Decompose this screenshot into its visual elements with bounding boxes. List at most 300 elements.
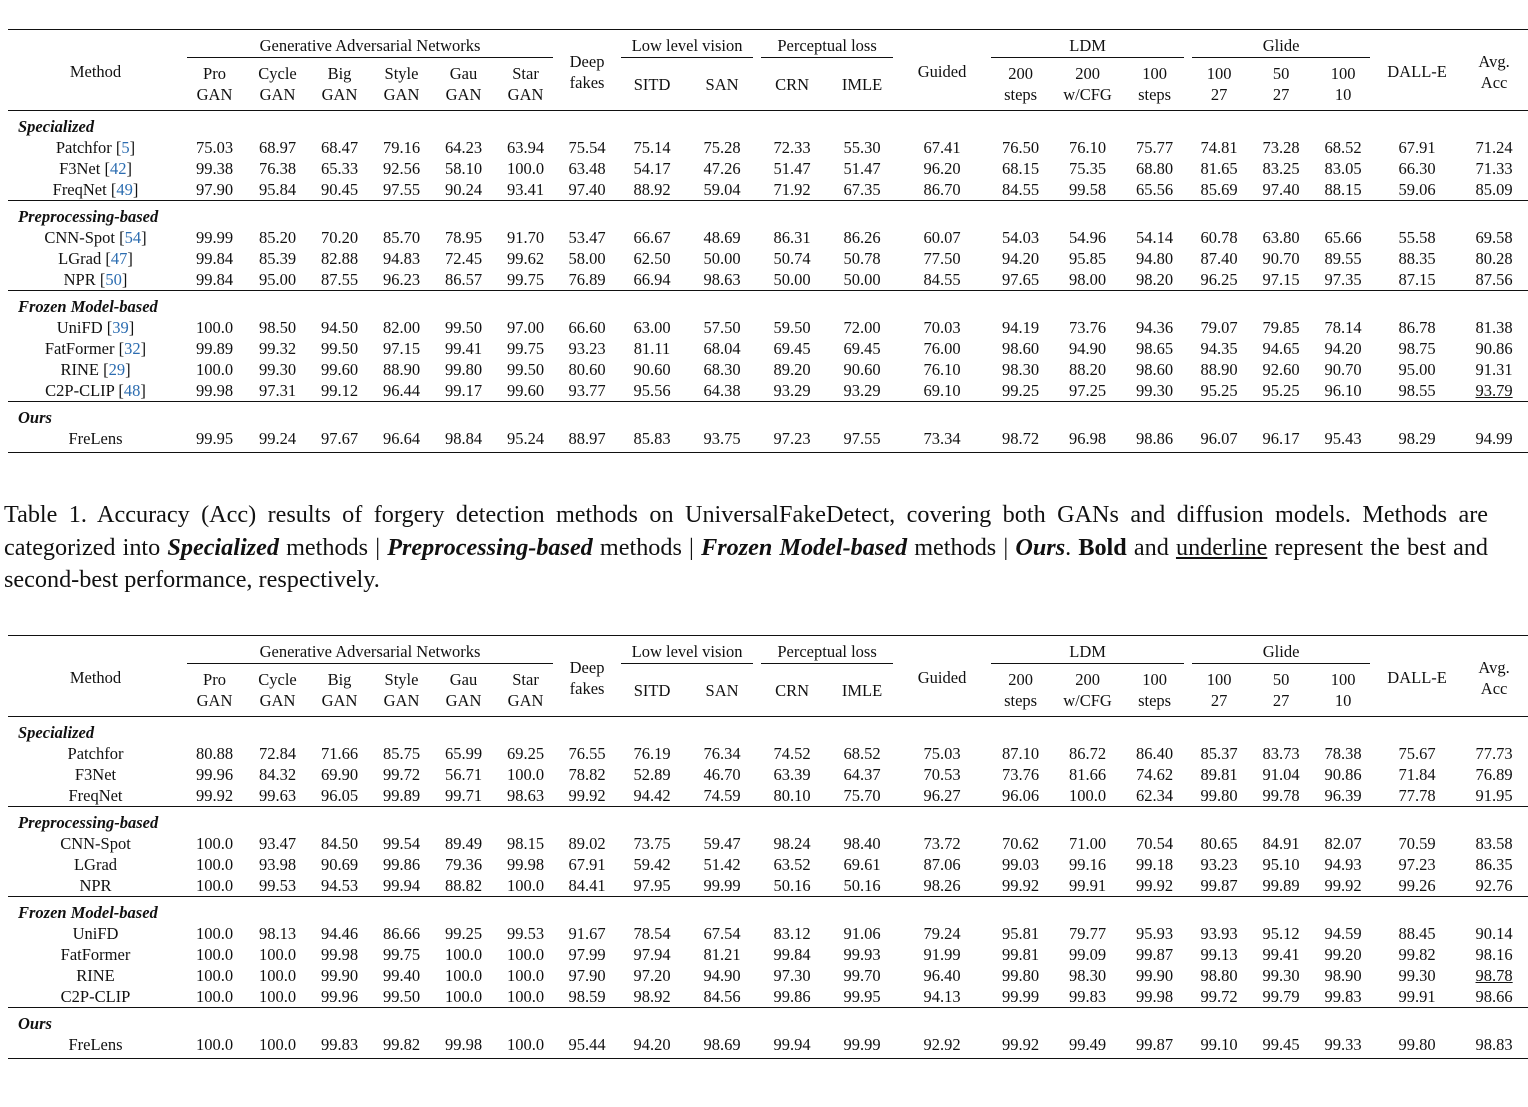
value-cell: 99.60 xyxy=(506,381,545,400)
col-header-text: 100 xyxy=(1330,64,1356,83)
value-cell: 97.40 xyxy=(568,180,606,199)
value-cell: 99.58 xyxy=(1069,180,1107,199)
value-cell: 94.19 xyxy=(1002,318,1040,337)
caption-bold-word: Bold xyxy=(1078,533,1127,561)
value-cell: 94.20 xyxy=(617,1034,687,1059)
citation-link[interactable]: 54 xyxy=(124,228,142,247)
col-header-text: SAN xyxy=(705,74,739,94)
avg-acc-cell: 77.73 xyxy=(1475,744,1513,763)
col-header xyxy=(1188,58,1250,111)
value-cell: 98.50 xyxy=(258,318,297,337)
table-row xyxy=(8,317,1528,338)
col-header xyxy=(827,58,897,111)
value-cell: 76.89 xyxy=(568,270,606,289)
value-cell: 100.0 xyxy=(195,987,234,1006)
value-cell: 84.91 xyxy=(1262,834,1300,853)
value-cell: 88.35 xyxy=(1398,249,1436,268)
value-cell: 99.38 xyxy=(195,159,234,178)
value-cell: 68.04 xyxy=(703,339,741,358)
value-cell: 99.41 xyxy=(444,339,483,358)
value-cell: 97.23 xyxy=(757,428,827,453)
value-cell: 95.56 xyxy=(633,381,671,400)
value-cell: 90.70 xyxy=(1324,360,1362,379)
value-cell: 88.45 xyxy=(1398,924,1436,943)
value-cell: 72.84 xyxy=(258,744,297,763)
method-name xyxy=(8,1034,183,1059)
citation-link[interactable]: 42 xyxy=(109,159,127,178)
value-cell: 65.33 xyxy=(320,159,359,178)
col-header-dalle: DALL-E xyxy=(1374,30,1460,111)
col-header-text: fakes xyxy=(569,678,605,698)
value-cell: 99.63 xyxy=(258,786,297,805)
value-cell: 98.63 xyxy=(506,786,545,805)
value-cell: 96.07 xyxy=(1188,428,1250,453)
value-cell: 99.86 xyxy=(773,987,811,1006)
value-cell: 54.14 xyxy=(1136,228,1174,247)
col-header-text: 100 xyxy=(1330,670,1356,689)
table-row xyxy=(8,248,1528,269)
col-header-text: fakes xyxy=(569,72,605,92)
caption-text: represent the best and second-best performance, respectively. xyxy=(4,533,1489,593)
value-cell: 88.82 xyxy=(444,876,483,895)
method-name xyxy=(8,875,183,897)
value-cell: 98.13 xyxy=(258,924,297,943)
method-name xyxy=(8,986,183,1008)
value-cell: 99.99 xyxy=(703,876,741,895)
col-header-text: Star xyxy=(512,670,539,689)
section-title: Specialized xyxy=(18,723,95,742)
section-title: Frozen Model-based xyxy=(8,897,1528,924)
value-cell: 76.00 xyxy=(923,339,961,358)
value-cell: 98.84 xyxy=(433,428,494,453)
value-cell: 78.14 xyxy=(1324,318,1362,337)
value-cell: 64.38 xyxy=(703,381,741,400)
value-cell: 86.57 xyxy=(444,270,483,289)
col-header-text: SITD xyxy=(633,74,671,94)
value-cell: 98.60 xyxy=(1136,360,1174,379)
col-header-avg-acc xyxy=(1460,30,1528,111)
value-cell: 100.0 xyxy=(506,987,545,1006)
value-cell: 84.56 xyxy=(703,987,741,1006)
value-cell: 50.74 xyxy=(773,249,811,268)
value-cell: 75.14 xyxy=(633,138,671,157)
avg-acc-cell: 81.38 xyxy=(1475,318,1513,337)
value-cell: 78.38 xyxy=(1324,744,1362,763)
value-cell: 76.10 xyxy=(923,360,961,379)
value-cell: 91.06 xyxy=(843,924,881,943)
col-header-text: Pro xyxy=(203,64,226,83)
col-header-text: 27 xyxy=(1272,691,1290,710)
col-header-text: GAN xyxy=(507,85,544,104)
value-cell: 99.86 xyxy=(382,855,421,874)
section-title: Preprocessing-based xyxy=(8,807,1528,834)
citation-link[interactable]: 48 xyxy=(123,381,141,400)
section-row xyxy=(8,291,1528,318)
value-cell: 97.31 xyxy=(258,381,297,400)
value-cell: 99.98 xyxy=(1136,987,1174,1006)
value-cell: 81.65 xyxy=(1200,159,1238,178)
col-header xyxy=(183,664,246,717)
value-cell: 89.81 xyxy=(1200,765,1238,784)
value-cell: 79.77 xyxy=(1069,924,1107,943)
value-cell: 96.98 xyxy=(1054,428,1121,453)
col-header-text: Deep xyxy=(569,51,605,71)
value-cell: 94.36 xyxy=(1136,318,1174,337)
value-cell: 99.62 xyxy=(506,249,545,268)
value-cell: 92.92 xyxy=(897,1034,987,1059)
table-row xyxy=(8,1034,1528,1059)
value-cell: 74.59 xyxy=(703,786,741,805)
value-cell: 99.30 xyxy=(1262,966,1300,985)
value-cell: 58.00 xyxy=(568,249,606,268)
value-cell: 76.55 xyxy=(568,744,606,763)
value-cell: 98.75 xyxy=(1398,339,1436,358)
value-cell: 59.47 xyxy=(703,834,741,853)
col-header-text: GAN xyxy=(383,85,420,104)
value-cell: 100.0 xyxy=(506,876,545,895)
col-header xyxy=(1188,664,1250,717)
value-cell: 93.77 xyxy=(568,381,606,400)
table-row xyxy=(8,986,1528,1008)
method-label: F3Net xyxy=(74,765,117,784)
section-title: Ours xyxy=(8,1008,1528,1035)
value-cell: 68.47 xyxy=(320,138,359,157)
citation-link[interactable]: 50 xyxy=(105,270,122,289)
value-cell: 50.00 xyxy=(703,249,741,268)
caption-category: Specialized xyxy=(167,533,279,561)
value-cell: 68.15 xyxy=(1002,159,1040,178)
value-cell: 99.91 xyxy=(1069,876,1107,895)
value-cell: 96.39 xyxy=(1324,786,1362,805)
value-cell: 90.69 xyxy=(320,855,359,874)
col-header-text: Avg. xyxy=(1478,657,1510,677)
value-cell: 93.98 xyxy=(258,855,297,874)
group-header-low-level: Low level vision xyxy=(617,30,757,59)
value-cell: 97.55 xyxy=(827,428,897,453)
caption-text: Table 1. Accuracy (Acc) results of forgery detection methods on UniversalFakeDetect, covering both GANs and diffusion models. Methods are categorized into xyxy=(4,501,1488,561)
table-row xyxy=(8,764,1528,785)
method-label: LGrad xyxy=(58,249,102,268)
value-cell: 96.20 xyxy=(923,159,961,178)
value-cell: 97.15 xyxy=(382,339,421,358)
avg-acc-cell: 83.58 xyxy=(1475,834,1513,853)
value-cell: 97.90 xyxy=(568,966,606,985)
avg-acc-cell: 91.95 xyxy=(1475,786,1513,805)
col-header-text: 50 xyxy=(1272,670,1290,689)
avg-acc-cell: 87.56 xyxy=(1475,270,1513,289)
col-header xyxy=(1312,58,1374,111)
col-header-avg-acc xyxy=(1460,636,1528,717)
section-row xyxy=(8,717,1528,744)
value-cell: 79.36 xyxy=(444,855,483,874)
value-cell: 80.60 xyxy=(568,360,606,379)
col-header xyxy=(309,58,370,111)
value-cell: 100.0 xyxy=(183,1034,246,1059)
value-cell: 99.32 xyxy=(258,339,297,358)
method-name: NPR [50] xyxy=(63,270,128,289)
value-cell: 97.25 xyxy=(1069,381,1107,400)
value-cell: 99.95 xyxy=(183,428,246,453)
citation-link[interactable]: 49 xyxy=(116,180,133,199)
value-cell: 100.0 xyxy=(506,966,545,985)
citation-link[interactable]: 29 xyxy=(108,360,126,379)
value-cell: 67.54 xyxy=(703,924,741,943)
value-cell: 75.70 xyxy=(843,786,881,805)
col-header-text: steps xyxy=(1138,85,1172,104)
value-cell: 95.93 xyxy=(1136,924,1174,943)
group-header-gan: Generative Adversarial Networks xyxy=(183,636,557,665)
value-cell: 99.92 xyxy=(1136,876,1174,895)
value-cell: 99.99 xyxy=(195,228,234,247)
value-cell: 99.79 xyxy=(1262,987,1300,1006)
avg-acc-cell: 71.33 xyxy=(1475,159,1513,178)
value-cell: 94.65 xyxy=(1262,339,1300,358)
value-cell: 88.15 xyxy=(1324,180,1362,199)
value-cell: 69.25 xyxy=(506,744,545,763)
value-cell: 77.50 xyxy=(923,249,961,268)
value-cell: 86.40 xyxy=(1136,744,1174,763)
col-header-text: Cycle xyxy=(258,670,297,689)
value-cell: 100.0 xyxy=(195,855,234,874)
value-cell: 99.81 xyxy=(1002,945,1040,964)
value-cell: 85.69 xyxy=(1200,180,1238,199)
value-cell: 98.55 xyxy=(1398,381,1436,400)
value-cell: 98.63 xyxy=(703,270,741,289)
value-cell: 72.00 xyxy=(843,318,881,337)
value-cell: 99.50 xyxy=(444,318,483,337)
value-cell: 99.93 xyxy=(843,945,881,964)
header-row-columns xyxy=(8,58,1528,111)
value-cell: 79.85 xyxy=(1262,318,1300,337)
method-label: UniFD xyxy=(56,318,103,337)
method-name: F3Net [42] xyxy=(59,159,132,178)
value-cell: 99.98 xyxy=(320,945,359,964)
value-cell: 69.90 xyxy=(320,765,359,784)
value-cell: 93.29 xyxy=(773,381,811,400)
value-cell: 75.35 xyxy=(1069,159,1107,178)
header-row-groups xyxy=(8,636,1528,665)
value-cell: 99.99 xyxy=(827,1034,897,1059)
value-cell: 50.78 xyxy=(843,249,881,268)
avg-acc-cell: 76.89 xyxy=(1475,765,1513,784)
col-header-text: Big xyxy=(327,64,352,83)
value-cell: 68.52 xyxy=(843,744,881,763)
method-label: NPR xyxy=(63,270,96,289)
value-cell: 100.0 xyxy=(195,966,234,985)
table-row xyxy=(8,359,1528,380)
group-header-ldm: LDM xyxy=(987,636,1188,665)
avg-acc-cell: 98.16 xyxy=(1475,945,1513,964)
col-header-text: 10 xyxy=(1334,85,1352,104)
value-cell: 65.99 xyxy=(444,744,483,763)
value-cell: 99.53 xyxy=(258,876,297,895)
col-header xyxy=(494,664,557,717)
value-cell: 67.35 xyxy=(843,180,881,199)
value-cell: 63.00 xyxy=(633,318,671,337)
col-header-text: 27 xyxy=(1210,85,1228,104)
caption-text: and xyxy=(1126,533,1176,561)
value-cell: 66.60 xyxy=(568,318,606,337)
value-cell: 76.38 xyxy=(258,159,297,178)
value-cell: 97.15 xyxy=(1262,270,1300,289)
value-cell: 95.12 xyxy=(1262,924,1300,943)
avg-acc-cell: 86.35 xyxy=(1475,855,1513,874)
col-header-guided: Guided xyxy=(897,30,987,111)
value-cell: 78.82 xyxy=(568,765,606,784)
avg-acc-cell: 94.99 xyxy=(1460,428,1528,453)
value-cell: 99.16 xyxy=(1069,855,1107,874)
value-cell: 51.42 xyxy=(703,855,741,874)
col-header-text: CRN xyxy=(775,680,810,700)
value-cell: 71.92 xyxy=(773,180,811,199)
col-header-dalle: DALL-E xyxy=(1374,636,1460,717)
value-cell: 98.40 xyxy=(843,834,881,853)
method-label: FreqNet xyxy=(52,180,107,199)
value-cell: 57.50 xyxy=(703,318,741,337)
value-cell: 96.25 xyxy=(1200,270,1238,289)
value-cell: 90.60 xyxy=(843,360,881,379)
col-header xyxy=(1121,664,1188,717)
value-cell: 99.20 xyxy=(1324,945,1362,964)
value-cell: 99.50 xyxy=(506,360,545,379)
value-cell: 69.45 xyxy=(843,339,881,358)
citation-link[interactable]: 32 xyxy=(124,339,141,358)
value-cell: 90.24 xyxy=(444,180,483,199)
table-row xyxy=(8,785,1528,807)
col-header xyxy=(309,664,370,717)
value-cell: 63.94 xyxy=(506,138,545,157)
value-cell: 100.0 xyxy=(195,924,234,943)
value-cell: 76.19 xyxy=(633,744,671,763)
value-cell: 95.44 xyxy=(557,1034,617,1059)
method-label: C2P-CLIP xyxy=(60,987,131,1006)
value-cell: 52.89 xyxy=(633,765,671,784)
value-cell: 73.76 xyxy=(1069,318,1107,337)
value-cell: 54.96 xyxy=(1069,228,1107,247)
value-cell: 99.90 xyxy=(320,966,359,985)
value-cell: 90.86 xyxy=(1324,765,1362,784)
value-cell: 75.03 xyxy=(923,744,961,763)
value-cell: 95.43 xyxy=(1312,428,1374,453)
citation-link[interactable]: 5 xyxy=(121,138,130,157)
value-cell: 62.50 xyxy=(633,249,671,268)
section-row xyxy=(8,402,1528,429)
value-cell: 94.50 xyxy=(320,318,359,337)
citation-link[interactable]: 47 xyxy=(110,249,128,268)
col-header-text: 100 xyxy=(1206,64,1232,83)
value-cell: 99.92 xyxy=(987,1034,1054,1059)
value-cell: 87.06 xyxy=(923,855,961,874)
value-cell: 99.94 xyxy=(757,1034,827,1059)
value-cell: 95.25 xyxy=(1262,381,1300,400)
value-cell: 92.60 xyxy=(1262,360,1300,379)
col-header xyxy=(987,58,1054,111)
value-cell: 99.30 xyxy=(1136,381,1174,400)
section-row xyxy=(8,1008,1528,1035)
value-cell: 59.04 xyxy=(703,180,741,199)
value-cell: 94.93 xyxy=(1324,855,1362,874)
citation-link[interactable]: 39 xyxy=(112,318,129,337)
value-cell: 78.95 xyxy=(444,228,483,247)
value-cell: 99.82 xyxy=(370,1034,433,1059)
col-header-text: IMLE xyxy=(841,74,883,94)
method-label: FreLens xyxy=(68,429,123,448)
value-cell: 94.35 xyxy=(1200,339,1238,358)
value-cell: 77.78 xyxy=(1398,786,1436,805)
col-header-text: 200 xyxy=(1075,670,1100,689)
results-table-1 xyxy=(8,29,1528,453)
col-header-text: GAN xyxy=(259,85,296,104)
method-label: FatFormer xyxy=(60,945,131,964)
value-cell: 63.48 xyxy=(568,159,606,178)
avg-acc-cell: 93.79 xyxy=(1475,381,1513,400)
value-cell: 99.89 xyxy=(195,339,234,358)
value-cell: 90.70 xyxy=(1262,249,1300,268)
table-body xyxy=(8,111,1528,453)
col-header-text: w/CFG xyxy=(1063,691,1112,710)
method-name xyxy=(8,764,183,785)
value-cell: 96.23 xyxy=(382,270,421,289)
value-cell: 100.0 xyxy=(195,360,234,379)
col-header xyxy=(370,664,433,717)
group-header-glide: Glide xyxy=(1188,30,1374,59)
value-cell: 85.20 xyxy=(258,228,297,247)
col-header xyxy=(687,664,757,717)
value-cell: 85.37 xyxy=(1200,744,1238,763)
method-label: CNN-Spot xyxy=(60,834,131,853)
value-cell: 99.25 xyxy=(1002,381,1040,400)
value-cell: 72.33 xyxy=(773,138,811,157)
value-cell: 97.90 xyxy=(195,180,234,199)
value-cell: 79.24 xyxy=(923,924,961,943)
col-header-text: Star xyxy=(512,64,539,83)
value-cell: 64.37 xyxy=(843,765,881,784)
table-row xyxy=(8,833,1528,854)
col-header xyxy=(494,58,557,111)
value-cell: 99.72 xyxy=(382,765,421,784)
value-cell: 96.27 xyxy=(923,786,961,805)
value-cell: 100.0 xyxy=(195,834,234,853)
value-cell: 85.70 xyxy=(382,228,421,247)
value-cell: 70.59 xyxy=(1398,834,1436,853)
col-header xyxy=(827,664,897,717)
value-cell: 98.20 xyxy=(1136,270,1174,289)
col-header-text: Style xyxy=(384,670,419,689)
value-cell: 68.30 xyxy=(703,360,741,379)
method-label: C2P-CLIP xyxy=(45,381,115,400)
value-cell: 67.41 xyxy=(923,138,961,157)
col-header-text: 100 xyxy=(1142,670,1167,689)
col-header xyxy=(1250,58,1312,111)
value-cell: 83.12 xyxy=(773,924,811,943)
table-row xyxy=(8,158,1528,179)
value-cell: 100.0 xyxy=(444,945,483,964)
value-cell: 98.60 xyxy=(1002,339,1040,358)
method-header: Method xyxy=(8,636,183,717)
value-cell: 97.65 xyxy=(1002,270,1040,289)
value-cell: 97.67 xyxy=(309,428,370,453)
col-header xyxy=(1312,664,1374,717)
value-cell: 72.45 xyxy=(444,249,483,268)
value-cell: 99.80 xyxy=(1002,966,1040,985)
value-cell: 56.71 xyxy=(444,765,483,784)
avg-acc-cell: 98.66 xyxy=(1475,987,1513,1006)
header-row-groups xyxy=(8,30,1528,59)
section-title: Preprocessing-based xyxy=(8,201,1528,228)
section-title: Frozen Model-based xyxy=(8,291,1528,318)
method-name: FreqNet [49] xyxy=(52,180,139,199)
col-header-text: GAN xyxy=(196,691,233,710)
